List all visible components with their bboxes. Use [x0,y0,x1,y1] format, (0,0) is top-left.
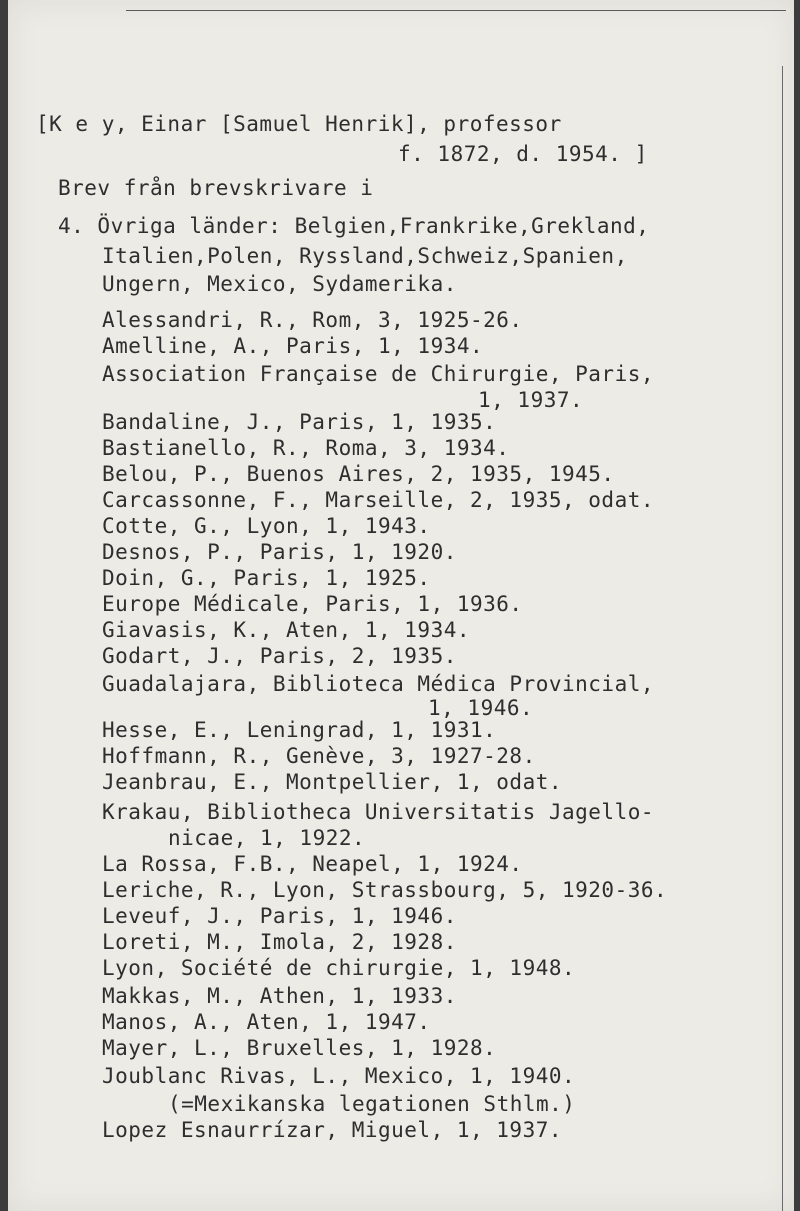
category-line: Ungern, Mexico, Sydamerika. [102,272,457,296]
entry: Hesse, E., Leningrad, 1, 1931. [102,718,497,742]
entry: Manos, A., Aten, 1, 1947. [102,1010,431,1034]
section-title: Brev från brevskrivare i [58,176,374,200]
header-dates-line: f. 1872, d. 1954. ] [398,142,648,166]
index-card [8,0,794,1211]
category-line: 4. Övriga länder: Belgien,Frankrike,Grekland, [58,214,650,238]
entry: Leveuf, J., Paris, 1, 1946. [102,904,457,928]
entry: Belou, P., Buenos Aires, 2, 1935, 1945. [102,462,615,486]
entry: Krakau, Bibliotheca Universitatis Jagello- [102,800,655,824]
entry: Association Française de Chirurgie, Paris, [102,362,655,386]
entry: Doin, G., Paris, 1, 1925. [102,566,431,590]
entry: Cotte, G., Lyon, 1, 1943. [102,514,431,538]
top-rule [126,10,786,11]
category-line: Italien,Polen, Ryssland,Schweiz,Spanien, [102,244,628,268]
entry: Mayer, L., Bruxelles, 1, 1928. [102,1036,497,1060]
entry: La Rossa, F.B., Neapel, 1, 1924. [102,852,523,876]
entry: Giavasis, K., Aten, 1, 1934. [102,618,471,642]
entry: Loreti, M., Imola, 2, 1928. [102,930,457,954]
entry: Desnos, P., Paris, 1, 1920. [102,540,457,564]
entry-continuation: nicae, 1, 1922. [168,826,366,850]
entry: Makkas, M., Athen, 1, 1933. [102,984,457,1008]
entry: Guadalajara, Biblioteca Médica Provincial, [102,672,655,696]
entry-continuation: (=Mexikanska legationen Sthlm.) [168,1092,576,1116]
entry: Bandaline, J., Paris, 1, 1935. [102,410,497,434]
right-rule [782,66,783,1211]
entry: Amelline, A., Paris, 1, 1934. [102,334,484,358]
entry: Leriche, R., Lyon, Strassbourg, 5, 1920-36. [102,878,668,902]
entry-continuation: 1, 1946. [428,696,534,720]
entry: Europe Médicale, Paris, 1, 1936. [102,592,523,616]
header-name-line: [K e y, Einar [Samuel Henrik], professor [36,112,562,136]
entry: Alessandri, R., Rom, 3, 1925-26. [102,308,523,332]
entry: Carcassonne, F., Marseille, 2, 1935, odat. [102,488,655,512]
entry: Jeanbrau, E., Montpellier, 1, odat. [102,770,563,794]
entry: Lopez Esnaurrízar, Miguel, 1, 1937. [102,1118,563,1142]
entry: Lyon, Société de chirurgie, 1, 1948. [102,956,576,980]
entry: Godart, J., Paris, 2, 1935. [102,644,457,668]
entry: Bastianello, R., Roma, 3, 1934. [102,436,510,460]
entry: Joublanc Rivas, L., Mexico, 1, 1940. [102,1064,576,1088]
entry-continuation: 1, 1937. [478,388,584,412]
entry: Hoffmann, R., Genève, 3, 1927-28. [102,744,536,768]
